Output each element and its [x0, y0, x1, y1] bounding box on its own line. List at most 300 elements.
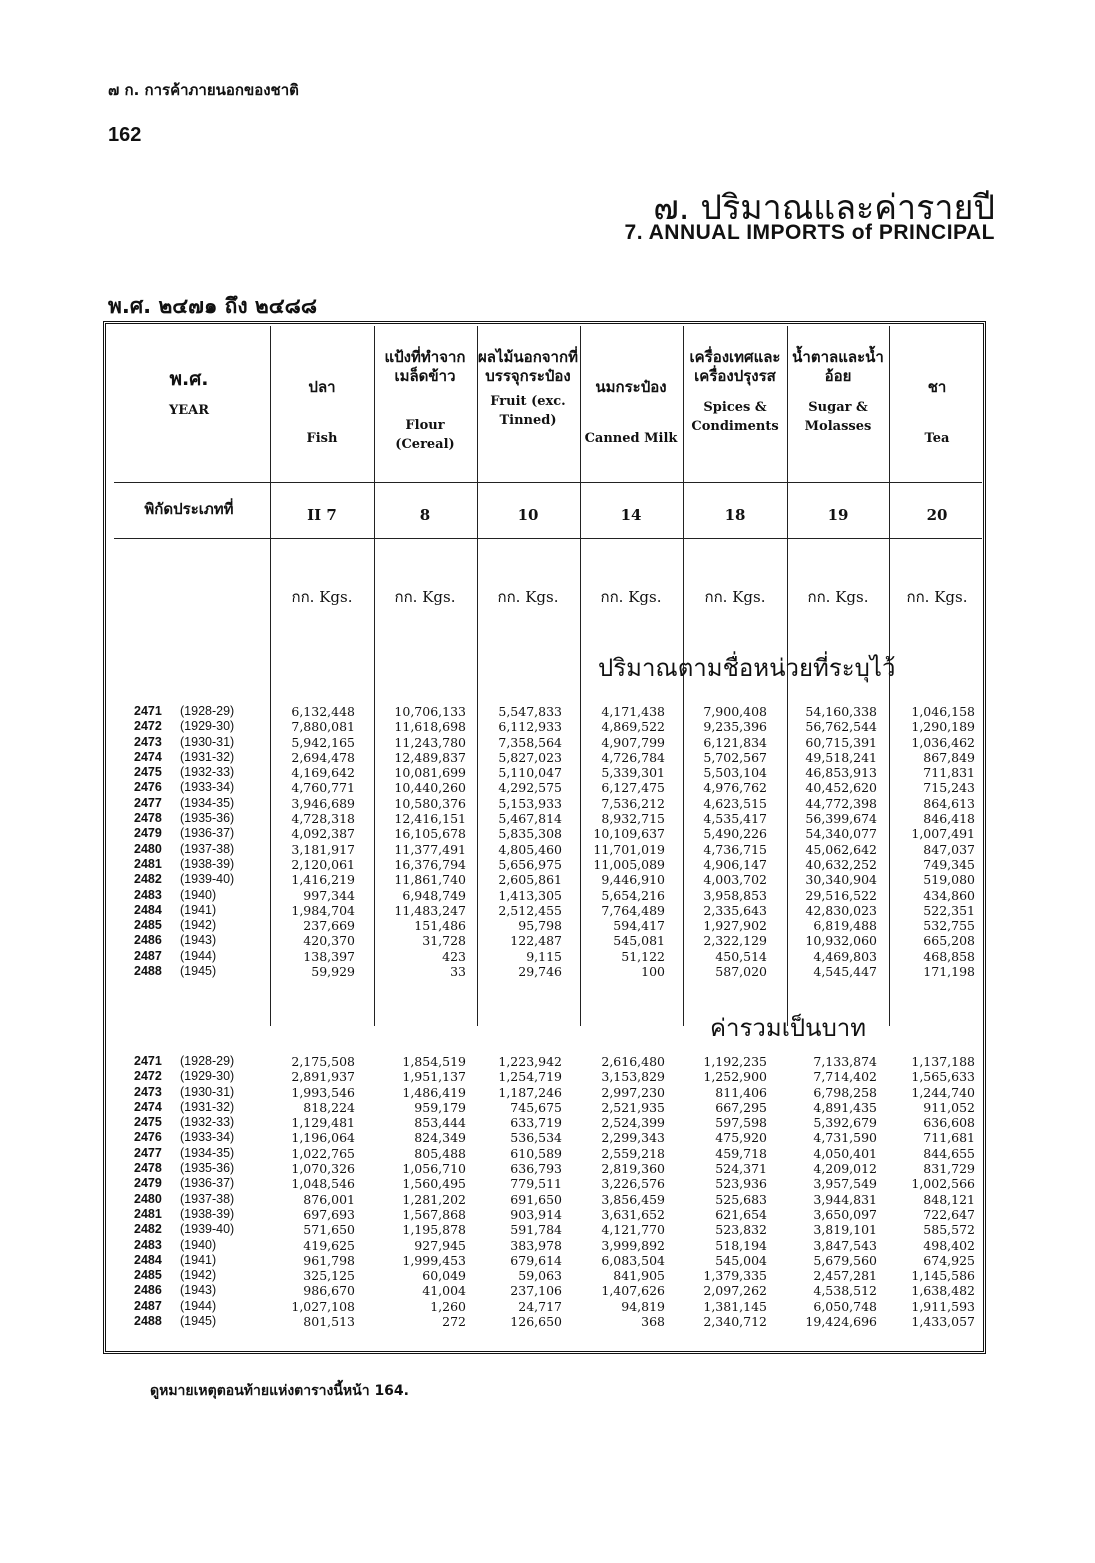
value-cell: 54,340,077: [805, 826, 877, 842]
year-ce-cell: (1931-32): [180, 749, 235, 764]
value-cell: 5,110,047: [498, 765, 562, 781]
value-cell: 7,358,564: [498, 734, 562, 750]
table-row: [0, 918, 1095, 933]
value-cell: 1,999,453: [402, 1252, 466, 1268]
value-cell: 545,081: [613, 933, 665, 949]
value-cell: 1,565,633: [911, 1069, 975, 1085]
value-cell: 711,681: [923, 1130, 975, 1146]
value-cell: 9,115: [526, 948, 562, 964]
column-header-thai: ปลา: [308, 378, 336, 396]
value-cell: 927,945: [414, 1237, 466, 1253]
value-cell: 6,083,504: [601, 1252, 665, 1268]
value-cell: 468,858: [923, 948, 975, 964]
value-cell: 423: [442, 948, 466, 964]
year-be-cell: 2474: [134, 749, 162, 764]
table-row: [0, 780, 1095, 795]
year-be-cell: 2475: [134, 1115, 162, 1130]
value-cell: 831,729: [923, 1161, 975, 1177]
year-ce-cell: (1943): [180, 1283, 217, 1298]
value-cell: 5,490,226: [703, 826, 767, 842]
value-cell: 4,805,460: [498, 841, 562, 857]
value-cell: 1,007,491: [911, 826, 975, 842]
value-cell: 1,195,878: [402, 1222, 466, 1238]
value-cell: 1,381,145: [703, 1298, 767, 1314]
value-cell: 749,345: [923, 856, 975, 872]
table-row: [0, 842, 1095, 857]
value-cell: 986,670: [303, 1283, 355, 1299]
tariff-code: 19: [827, 506, 849, 524]
value-cell: 151,486: [414, 918, 466, 934]
year-ce-cell: (1930-31): [180, 1084, 235, 1099]
value-cell: 12,489,837: [394, 749, 466, 765]
column-header-sugar: [789, 348, 887, 436]
value-cell: 801,513: [303, 1314, 355, 1330]
value-cell: 11,618,698: [394, 719, 466, 735]
value-cell: 2,340,712: [703, 1314, 767, 1330]
table-row: [0, 826, 1095, 841]
value-cell: 3,957,549: [813, 1176, 877, 1192]
year-ce-cell: (1945): [180, 964, 217, 979]
value-cell: 1,046,158: [911, 704, 975, 719]
column-header-flour: [375, 348, 475, 454]
value-cell: 997,344: [303, 887, 355, 903]
value-cell: 1,638,482: [911, 1283, 975, 1299]
value-cell: 2,694,478: [291, 749, 355, 765]
value-cell: 41,004: [422, 1283, 466, 1299]
table-row: [0, 949, 1095, 964]
column-header-tea: [891, 348, 983, 448]
column-header-thai: น้ำตาลและน้ำอ้อย: [792, 348, 884, 385]
value-cell: 2,521,935: [601, 1099, 665, 1115]
value-cell: 237,106: [510, 1283, 562, 1299]
value-cell: 6,050,748: [813, 1298, 877, 1314]
value-cell: 1,129,481: [291, 1115, 355, 1131]
table-row: [0, 933, 1095, 948]
table-row: [0, 765, 1095, 780]
table-row: [0, 704, 1095, 719]
value-cell: 6,948,749: [402, 887, 466, 903]
value-cell: 745,675: [510, 1099, 562, 1115]
value-cell: 59,929: [311, 964, 355, 980]
column-header-english: Flour (Cereal): [395, 418, 455, 452]
value-cell: 5,679,560: [813, 1252, 877, 1268]
value-cell: 523,936: [715, 1176, 767, 1192]
year-be-cell: 2485: [134, 1268, 162, 1283]
value-cell: 633,719: [510, 1115, 562, 1131]
value-cell: 56,762,544: [805, 719, 877, 735]
tariff-code: 18: [724, 506, 746, 524]
value-cell: 691,650: [510, 1191, 562, 1207]
value-cell: 49,518,241: [805, 749, 877, 765]
value-cell: 5,392,679: [813, 1115, 877, 1131]
year-be-cell: 2477: [134, 1145, 162, 1160]
column-header-thai: เครื่องเทศและเครื่องปรุงรส: [689, 348, 781, 385]
quantity-table-body: [0, 704, 1095, 979]
value-cell: 4,003,702: [703, 872, 767, 888]
table-row: [0, 1238, 1095, 1253]
year-be-cell: 2483: [134, 887, 162, 902]
value-cell: 450,514: [715, 948, 767, 964]
value-cell: 33: [450, 964, 466, 980]
value-cell: 6,132,448: [291, 704, 355, 719]
value-cell: 12,416,151: [394, 811, 466, 827]
value-cell: 522,351: [923, 902, 975, 918]
value-cell: 11,377,491: [394, 841, 466, 857]
value-cell: 42,830,023: [805, 902, 877, 918]
year-be-cell: 2480: [134, 841, 162, 856]
value-cell: 846,418: [923, 811, 975, 827]
code-label: [114, 500, 264, 519]
value-cell: 2,559,218: [601, 1145, 665, 1161]
value-cell: 715,243: [923, 780, 975, 796]
table-row: [0, 1222, 1095, 1237]
value-cell: 498,402: [923, 1237, 975, 1253]
value-cell: 7,900,408: [703, 704, 767, 719]
value-cell: 4,538,512: [813, 1283, 877, 1299]
year-be-cell: 2473: [134, 1084, 162, 1099]
value-cell: 5,827,023: [498, 749, 562, 765]
year-ce-cell: (1936-37): [180, 826, 235, 841]
year-be-cell: 2481: [134, 856, 162, 871]
column-header-english: Canned Milk: [584, 431, 678, 446]
year-ce-cell: (1934-35): [180, 795, 235, 810]
year-be-cell: 2479: [134, 1176, 162, 1191]
value-cell: 1,379,335: [703, 1268, 767, 1284]
value-cell: 3,153,829: [601, 1069, 665, 1085]
table-row: [0, 811, 1095, 826]
value-cell: 1,567,868: [402, 1206, 466, 1222]
value-cell: 7,133,874: [813, 1054, 877, 1069]
value-cell: 11,483,247: [394, 902, 466, 918]
table-row: [0, 1085, 1095, 1100]
table-row: [0, 1207, 1095, 1222]
value-cell: 2,605,861: [498, 872, 562, 888]
year-be-cell: 2482: [134, 1222, 162, 1237]
value-cell: 1,192,235: [703, 1054, 767, 1069]
value-cell: 29,746: [518, 964, 562, 980]
year-be-cell: 2471: [134, 1054, 162, 1068]
value-cell: 6,121,834: [703, 734, 767, 750]
table-row: [0, 1253, 1095, 1268]
year-be-cell: 2480: [134, 1191, 162, 1206]
year-ce-cell: (1942): [180, 918, 217, 933]
year-header-english: YEAR: [168, 403, 210, 418]
value-cell: 95,798: [518, 918, 562, 934]
table-row: [0, 1268, 1095, 1283]
value-cell: 1,407,626: [601, 1283, 665, 1299]
year-ce-cell: (1932-33): [180, 1115, 235, 1130]
year-be-cell: 2473: [134, 734, 162, 749]
table-row: [0, 1100, 1095, 1115]
value-cell: 10,081,699: [394, 765, 466, 781]
value-cell: 11,243,780: [394, 734, 466, 750]
value-cell: 10,932,060: [805, 933, 877, 949]
value-cell: 24,717: [518, 1298, 562, 1314]
year-ce-cell: (1929-30): [180, 719, 235, 734]
value-cell: 1,433,057: [911, 1314, 975, 1330]
value-cell: 4,906,147: [703, 856, 767, 872]
value-cell: 16,105,678: [394, 826, 466, 842]
value-cell: 4,535,417: [703, 811, 767, 827]
value-cell: 711,831: [923, 765, 975, 781]
tariff-code: 10: [517, 506, 539, 524]
year-ce-cell: (1944): [180, 1298, 217, 1313]
value-cell: 138,397: [303, 948, 355, 964]
value-cell: 9,235,396: [703, 719, 767, 735]
value-section-heading: ค่ารวมเป็นบาท: [710, 1014, 867, 1042]
table-row: [0, 719, 1095, 734]
value-cell: 4,760,771: [291, 780, 355, 796]
year-ce-cell: (1928-29): [180, 704, 235, 718]
year-ce-cell: (1929-30): [180, 1069, 235, 1084]
value-cell: 6,798,258: [813, 1084, 877, 1100]
value-cell: 2,512,455: [498, 902, 562, 918]
value-cell: 383,978: [510, 1237, 562, 1253]
value-cell: 10,706,133: [394, 704, 466, 719]
unit-label: กก. Kgs.: [291, 588, 353, 606]
value-cell: 1,413,305: [498, 887, 562, 903]
value-cell: 876,001: [303, 1191, 355, 1207]
year-ce-cell: (1945): [180, 1314, 217, 1329]
year-be-cell: 2476: [134, 780, 162, 795]
value-cell: 3,847,543: [813, 1237, 877, 1253]
value-cell: 4,050,401: [813, 1145, 877, 1161]
unit-label: กก. Kgs.: [807, 588, 869, 606]
value-cell: 1,244,740: [911, 1084, 975, 1100]
value-cell: 536,534: [510, 1130, 562, 1146]
value-cell: 171,198: [923, 964, 975, 980]
value-cell: 10,580,376: [394, 795, 466, 811]
value-cell: 636,608: [923, 1115, 975, 1131]
period-label: พ.ศ. ๒๔๗๑ ถึง ๒๔๘๘: [108, 294, 318, 318]
value-cell: 805,488: [414, 1145, 466, 1161]
column-header-english: Fruit (exc. Tinned): [490, 394, 566, 428]
value-cell: 4,292,575: [498, 780, 562, 796]
table-row: [0, 872, 1095, 887]
column-header-english: Fish: [306, 431, 338, 446]
value-cell: 2,335,643: [703, 902, 767, 918]
value-cell: 4,726,784: [601, 749, 665, 765]
column-header-thai: ชา: [927, 378, 947, 396]
year-be-cell: 2483: [134, 1237, 162, 1252]
value-cell: 4,623,515: [703, 795, 767, 811]
value-cell: 1,252,900: [703, 1069, 767, 1085]
table-row: [0, 1283, 1095, 1298]
value-cell: 818,224: [303, 1099, 355, 1115]
table-row: [0, 1069, 1095, 1084]
value-cell: 5,467,814: [498, 811, 562, 827]
value-cell: 3,856,459: [601, 1191, 665, 1207]
table-row: [0, 964, 1095, 979]
value-cell: 237,669: [303, 918, 355, 934]
value-cell: 59,063: [518, 1268, 562, 1284]
value-cell: 56,399,674: [805, 811, 877, 827]
unit-label: กก. Kgs.: [497, 588, 559, 606]
header-rule: [114, 482, 982, 483]
value-cell: 10,440,260: [394, 780, 466, 796]
value-cell: 1,984,704: [291, 902, 355, 918]
value-cell: 4,209,012: [813, 1161, 877, 1177]
year-be-cell: 2485: [134, 918, 162, 933]
value-cell: 523,832: [715, 1222, 767, 1238]
value-cell: 867,849: [923, 749, 975, 765]
column-header-fish: [272, 348, 372, 458]
table-row: [0, 903, 1095, 918]
tariff-code: 20: [926, 506, 948, 524]
value-cell: 122,487: [510, 933, 562, 949]
value-cell: 420,370: [303, 933, 355, 949]
value-cell: 2,819,360: [601, 1161, 665, 1177]
value-cell: 3,946,689: [291, 795, 355, 811]
table-row: [0, 735, 1095, 750]
year-be-cell: 2484: [134, 902, 162, 917]
title-english: 7. ANNUAL IMPORTS of PRINCIPAL: [624, 221, 995, 244]
value-cell: 368: [641, 1314, 665, 1330]
value-cell: 679,614: [510, 1252, 562, 1268]
value-cell: 40,632,252: [805, 856, 877, 872]
value-cell: 844,655: [923, 1145, 975, 1161]
value-cell: 1,993,546: [291, 1084, 355, 1100]
value-cell: 475,920: [715, 1130, 767, 1146]
value-cell: 100: [641, 964, 665, 980]
code-label-text: พิกัดประเภทที่: [144, 500, 234, 518]
table-row: [0, 1192, 1095, 1207]
value-cell: 3,944,831: [813, 1191, 877, 1207]
year-ce-cell: (1933-34): [180, 1130, 235, 1145]
year-ce-cell: (1934-35): [180, 1145, 235, 1160]
column-header-canned-milk: [581, 348, 681, 448]
table-row: [0, 1054, 1095, 1069]
value-cell: 4,907,799: [601, 734, 665, 750]
value-cell: 30,340,904: [805, 872, 877, 888]
value-cell: 45,062,642: [805, 841, 877, 857]
value-cell: 667,295: [715, 1099, 767, 1115]
year-be-cell: 2472: [134, 1069, 162, 1084]
value-cell: 3,999,892: [601, 1237, 665, 1253]
year-be-cell: 2478: [134, 811, 162, 826]
year-be-cell: 2475: [134, 765, 162, 780]
value-cell: 1,145,586: [911, 1268, 975, 1284]
value-cell: 847,037: [923, 841, 975, 857]
value-cell: 419,625: [303, 1237, 355, 1253]
value-cell: 4,469,803: [813, 948, 877, 964]
value-cell: 2,120,061: [291, 856, 355, 872]
value-cell: 5,702,567: [703, 749, 767, 765]
value-cell: 841,905: [613, 1268, 665, 1284]
value-cell: 2,322,129: [703, 933, 767, 949]
value-cell: 697,693: [303, 1206, 355, 1222]
value-cell: 5,835,308: [498, 826, 562, 842]
tariff-code: 14: [620, 506, 642, 524]
value-cell: 2,299,343: [601, 1130, 665, 1146]
value-cell: 3,958,853: [703, 887, 767, 903]
value-cell: 19,424,696: [805, 1314, 877, 1330]
unit-label: กก. Kgs.: [600, 588, 662, 606]
value-cell: 959,179: [414, 1099, 466, 1115]
value-cell: 591,784: [510, 1222, 562, 1238]
value-cell: 1,560,495: [402, 1176, 466, 1192]
year-ce-cell: (1938-39): [180, 1206, 235, 1221]
table-row: [0, 1176, 1095, 1191]
value-cell: 2,457,281: [813, 1268, 877, 1284]
year-be-cell: 2486: [134, 933, 162, 948]
value-cell: 811,406: [715, 1084, 767, 1100]
value-cell: 848,121: [923, 1191, 975, 1207]
year-be-cell: 2479: [134, 826, 162, 841]
value-cell: 4,976,762: [703, 780, 767, 796]
value-cell: 1,254,719: [498, 1069, 562, 1085]
value-cell: 46,853,913: [805, 765, 877, 781]
value-cell: 7,880,081: [291, 719, 355, 735]
value-cell: 31,728: [422, 933, 466, 949]
value-cell: 51,122: [621, 948, 665, 964]
value-cell: 1,927,902: [703, 918, 767, 934]
title-thai: ๗. ปริมาณและค่ารายปี: [653, 188, 995, 228]
value-cell: 525,683: [715, 1191, 767, 1207]
value-cell: 722,647: [923, 1206, 975, 1222]
value-cell: 545,004: [715, 1252, 767, 1268]
value-cell: 1,854,519: [402, 1054, 466, 1069]
year-ce-cell: (1931-32): [180, 1099, 235, 1114]
value-cell: 636,793: [510, 1161, 562, 1177]
value-cell: 4,169,642: [291, 765, 355, 781]
value-cell: 1,048,546: [291, 1176, 355, 1192]
value-cell: 1,027,108: [291, 1298, 355, 1314]
value-cell: 1,022,765: [291, 1145, 355, 1161]
year-ce-cell: (1930-31): [180, 734, 235, 749]
value-cell: 1,187,246: [498, 1084, 562, 1100]
year-ce-cell: (1939-40): [180, 1222, 235, 1237]
value-cell: 1,223,942: [498, 1054, 562, 1069]
value-cell: 4,728,318: [291, 811, 355, 827]
year-ce-cell: (1937-38): [180, 1191, 235, 1206]
value-cell: 4,171,438: [601, 704, 665, 719]
year-ce-cell: (1935-36): [180, 1161, 235, 1176]
column-header-fruit: [478, 348, 578, 430]
value-cell: 853,444: [414, 1115, 466, 1131]
value-cell: 11,861,740: [394, 872, 466, 888]
quantity-section-heading: ปริมาณตามชื่อหน่วยที่ระบุไว้: [598, 654, 896, 682]
value-cell: 587,020: [715, 964, 767, 980]
value-cell: 621,654: [715, 1206, 767, 1222]
value-cell: 1,196,064: [291, 1130, 355, 1146]
unit-label: กก. Kgs.: [394, 588, 456, 606]
year-be-cell: 2476: [134, 1130, 162, 1145]
value-cell: 10,109,637: [593, 826, 665, 842]
footnote: ดูหมายเหตุตอนท้ายแห่งตารางนี้หน้า 164.: [150, 1383, 409, 1399]
value-cell: 1,137,188: [911, 1054, 975, 1069]
year-ce-cell: (1937-38): [180, 841, 235, 856]
column-header-english: Sugar & Molasses: [804, 400, 872, 434]
value-cell: 40,452,620: [805, 780, 877, 796]
value-cell: 5,153,933: [498, 795, 562, 811]
value-cell: 459,718: [715, 1145, 767, 1161]
year-be-cell: 2472: [134, 719, 162, 734]
value-cell: 94,819: [621, 1298, 665, 1314]
value-cell: 1,281,202: [402, 1191, 466, 1207]
value-cell: 6,112,933: [498, 719, 562, 735]
value-cell: 2,097,262: [703, 1283, 767, 1299]
column-header-english: Spices & Condiments: [691, 400, 779, 434]
value-cell: 911,052: [923, 1099, 975, 1115]
year-be-cell: 2478: [134, 1161, 162, 1176]
year-be-cell: 2488: [134, 964, 162, 979]
value-cell: 29,516,522: [805, 887, 877, 903]
value-cell: 1,070,326: [291, 1161, 355, 1177]
value-cell: 961,798: [303, 1252, 355, 1268]
year-be-cell: 2488: [134, 1314, 162, 1329]
year-ce-cell: (1928-29): [180, 1054, 235, 1068]
